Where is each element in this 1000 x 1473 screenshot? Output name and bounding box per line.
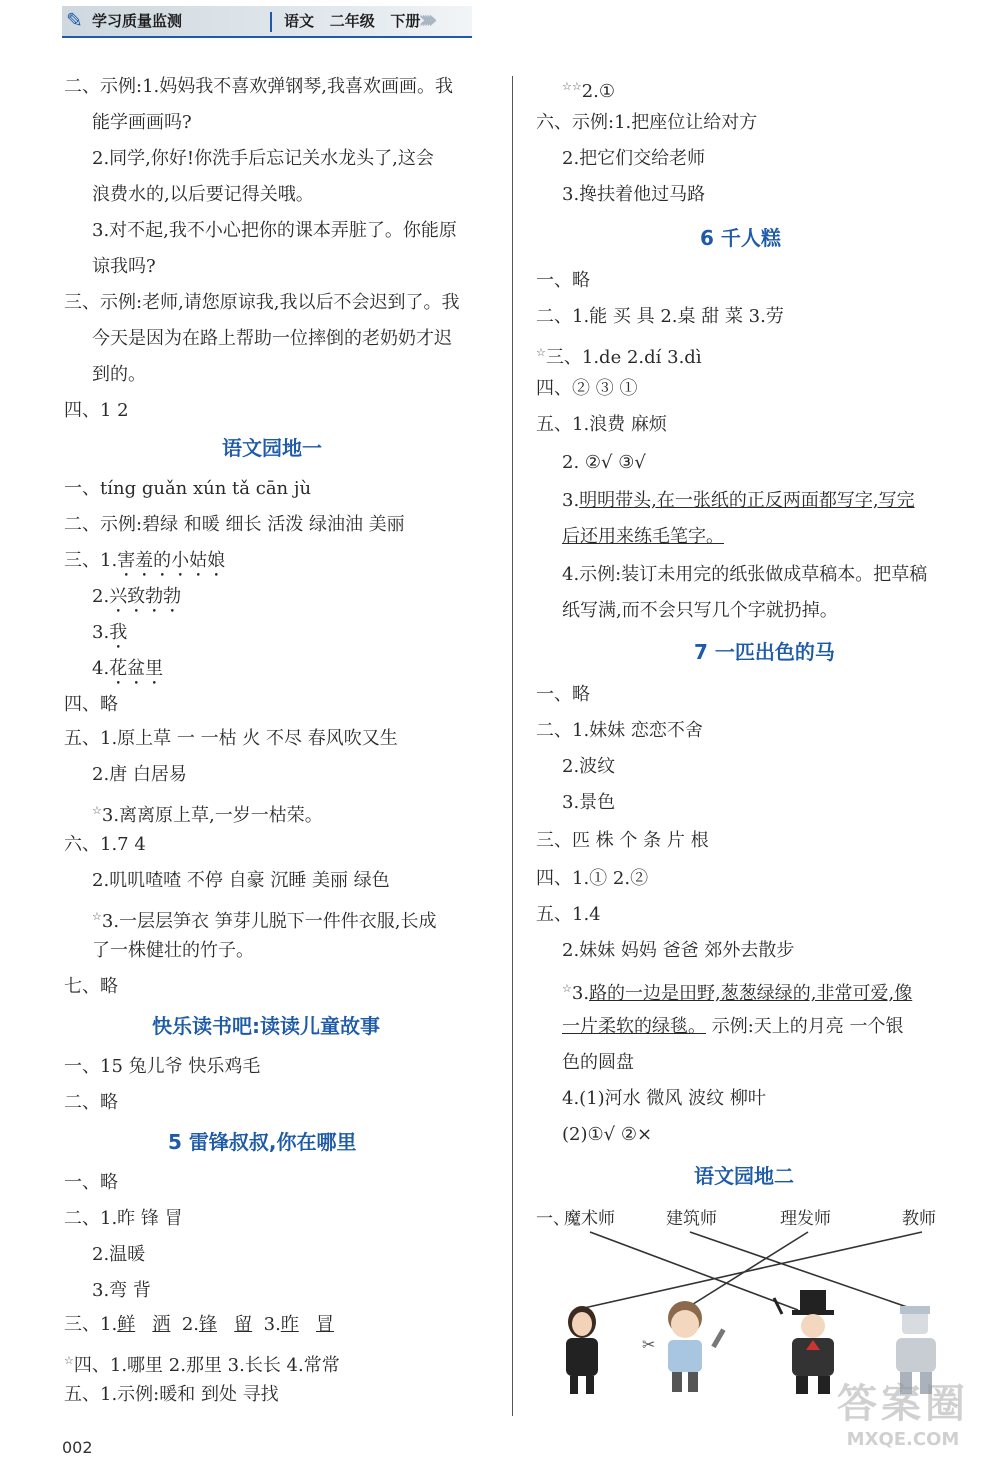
match-line: [584, 1232, 922, 1308]
answer-line: 一、略: [64, 1172, 118, 1193]
answer-line: 4.花盆里: [92, 658, 164, 679]
answer-line: 二、1.妹妹 恋恋不舍: [536, 720, 703, 741]
matching-exercise: [530, 1200, 970, 1405]
answer-line: ☆3.一层层笋衣 笋芽儿脱下一件件衣服,长成: [92, 910, 437, 932]
header-separator: [270, 12, 272, 32]
answer-line: 四、1.① 2.②: [536, 868, 649, 889]
match-prefix: 一、: [536, 1209, 570, 1229]
answer-line: 一、15 兔儿爷 快乐鸡毛: [64, 1056, 261, 1077]
answer-line: 到的。: [92, 364, 146, 385]
answer-line: 4.示例:装订未用完的纸张做成草稿本。把草稿: [562, 564, 928, 585]
barber-figure: [642, 1301, 726, 1392]
section-title: 6 千人糕: [700, 226, 781, 250]
answer-line: 一、略: [536, 684, 590, 705]
section-title: 语文园地一: [222, 436, 322, 460]
star-icon: ☆: [536, 346, 546, 359]
answer-line: 三、匹 株 个 条 片 根: [536, 830, 709, 851]
subject-grade: 语文 二年级 下册: [284, 12, 421, 30]
answer-line: 2. ②√ ③√: [562, 452, 646, 473]
answer-line: ☆☆2.①: [562, 80, 616, 102]
answer-line: ☆四、1.哪里 2.那里 3.长长 4.常常: [64, 1354, 340, 1376]
section-title: 5 雷锋叔叔,你在哪里: [168, 1130, 357, 1154]
answer-line: 四、② ③ ①: [536, 378, 638, 399]
match-word-teacher: 教师: [902, 1209, 936, 1229]
answer-line: 六、示例:1.把座位让给对方: [536, 112, 758, 133]
match-word-architect: 建筑师: [666, 1209, 717, 1229]
page-number: 002: [62, 1438, 93, 1457]
answer-line: 2.温暖: [92, 1244, 146, 1265]
teacher-figure: [566, 1306, 598, 1394]
answer-line: 三、1.鲜 洒 2.锋 留 3.昨 冒: [64, 1314, 334, 1335]
answer-line: 四、1 2: [64, 400, 129, 421]
magician-figure: [774, 1290, 834, 1394]
answer-line: 3.明明带头,在一张纸的正反两面都写字,写完: [562, 490, 915, 511]
header-band: [62, 6, 472, 38]
scissors-icon: ✂: [642, 1335, 656, 1354]
answer-line: 今天是因为在路上帮助一位摔倒的老奶奶才迟: [92, 328, 452, 349]
watermark: 答案圈 MXQE.COM: [837, 1381, 969, 1450]
chevron-right-icon: ›››››: [418, 5, 430, 35]
star-icon: ☆: [562, 982, 572, 995]
answer-line: 四、略: [64, 694, 118, 715]
answer-line: 五、1.浪费 麻烦: [536, 414, 667, 435]
answer-line: 二、示例:碧绿 和暖 细长 活泼 绿油油 美丽: [64, 514, 405, 535]
answer-line: 二、1.昨 锋 冒: [64, 1208, 183, 1229]
answer-line: 2.兴致勃勃: [92, 586, 182, 607]
column-divider: [512, 76, 513, 1416]
pen-icon: ✎: [66, 8, 83, 32]
answer-line: ☆三、1.de 2.dí 3.dì: [536, 346, 702, 368]
answer-line: 2.叽叽喳喳 不停 自豪 沉睡 美丽 绿色: [92, 870, 390, 891]
answer-line: 一片柔软的绿毯。 示例:天上的月亮 一个银: [562, 1016, 904, 1037]
series-title: 学习质量监测: [92, 12, 183, 30]
answer-line: ☆3.路的一边是田野,葱葱绿绿的,非常可爱,像: [562, 982, 913, 1004]
answer-line: 七、略: [64, 976, 118, 997]
answer-line: 3.我: [92, 622, 128, 643]
answer-line: 浪费水的,以后要记得关哦。: [92, 184, 314, 205]
answer-line: 2.波纹: [562, 756, 616, 777]
match-line: [690, 1232, 808, 1306]
answer-line: 三、示例:老师,请您原谅我,我以后不会迟到了。我: [64, 292, 460, 313]
answer-line: 3.搀扶着他过马路: [562, 184, 706, 205]
answer-line: 二、略: [64, 1092, 118, 1113]
answer-line: 一、略: [536, 270, 590, 291]
match-word-barber: 理发师: [780, 1209, 831, 1229]
answer-line: 2.妹妹 妈妈 爸爸 郊外去散步: [562, 940, 795, 961]
answer-line: 3.对不起,我不小心把你的课本弄脏了。你能原: [92, 220, 457, 241]
match-line: [590, 1232, 798, 1310]
star-icon: ☆: [64, 1354, 74, 1367]
match-word-magician: 魔术师: [564, 1209, 615, 1229]
answer-line: 能学画画吗?: [92, 112, 192, 133]
section-title: 快乐读书吧:读读儿童故事: [152, 1014, 380, 1038]
answer-line: 2.唐 白居易: [92, 764, 187, 785]
wand-icon: [774, 1298, 782, 1314]
answer-line: 2.同学,你好!你洗手后忘记关水龙头了,这会: [92, 148, 434, 169]
section-title: 7 一匹出色的马: [694, 640, 835, 664]
section-title: 语文园地二: [694, 1164, 794, 1188]
answer-line: 二、示例:1.妈妈我不喜欢弹钢琴,我喜欢画画。我: [64, 76, 453, 97]
answer-line: ☆3.离离原上草,一岁一枯荣。: [92, 804, 323, 826]
answer-line: 3.弯 背: [92, 1280, 151, 1301]
answer-line: 了一株健壮的竹子。: [92, 940, 254, 961]
answer-line: 纸写满,而不会只写几个字就扔掉。: [562, 600, 838, 621]
star-icon: ☆☆: [562, 80, 582, 93]
star-icon: ☆: [92, 910, 102, 923]
answer-line: 五、1.4: [536, 904, 601, 925]
answer-line: 五、1.示例:暖和 到处 寻找: [64, 1384, 279, 1405]
answer-line: 二、1.能 买 具 2.桌 甜 菜 3.劳: [536, 306, 784, 327]
answer-line: 2.把它们交给老师: [562, 148, 706, 169]
comb-icon: [711, 1328, 725, 1348]
answer-line: 五、1.原上草 一 一枯 火 不尽 春风吹又生: [64, 728, 398, 749]
answer-line: 后还用来练毛笔字。: [562, 526, 724, 547]
answer-line: 色的圆盘: [562, 1052, 634, 1073]
answer-line: 一、tíng guǎn xún tǎ cān jù: [64, 478, 312, 499]
answer-line: 六、1.7 4: [64, 834, 146, 855]
answer-line: 谅我吗?: [92, 256, 156, 277]
answer-line: 三、1.害羞的小姑娘: [64, 550, 226, 571]
answer-line: 3.景色: [562, 792, 616, 813]
answer-line: 4.(1)河水 微风 波纹 柳叶: [562, 1088, 766, 1109]
star-icon: ☆: [92, 804, 102, 817]
answer-line: (2)①√ ②×: [562, 1124, 653, 1145]
